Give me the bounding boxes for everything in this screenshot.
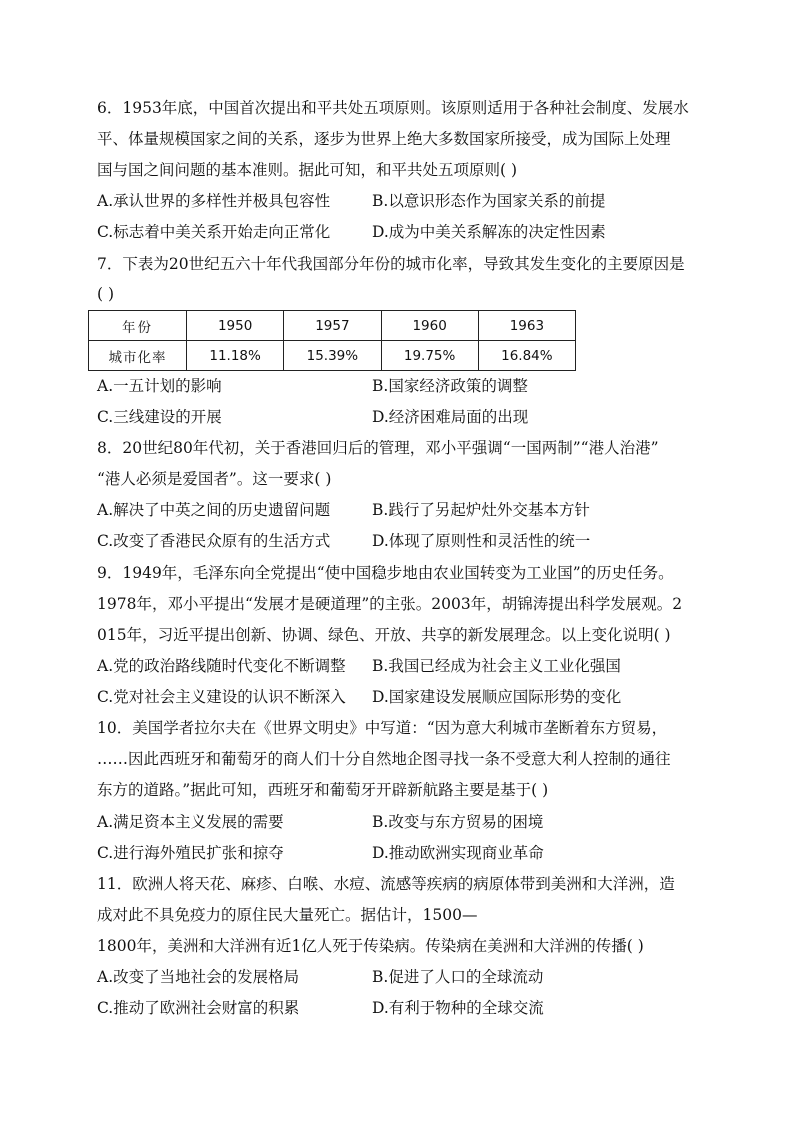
question-11-stem-line-3: 1800年，美洲和大洋洲有近1亿人死于传染病。传染病在美洲和大洋洲的传播( ) <box>97 937 644 955</box>
question-10-stem-line-3: 东方的道路。”据此可知，西班牙和葡萄牙开辟新航路主要是基于( ) <box>97 781 549 799</box>
question-7-stem-line-1: 7．下表为20世纪五六十年代我国部分年份的城市化率，导致其发生变化的主要原因是 <box>97 255 685 273</box>
question-11-stem-line-1: 11．欧洲人将天花、麻疹、白喉、水痘、流感等疾病的病原体带到美洲和大洋洲，造 <box>97 875 675 893</box>
question-7-option-b: B.国家经济政策的调整 <box>372 377 528 395</box>
table-cell-rate: 11.18% <box>187 341 284 371</box>
question-6-option-b: B.以意识形态作为国家关系的前提 <box>372 192 606 210</box>
table-cell-year: 1950 <box>187 311 284 341</box>
table-header-year-label: 年份 <box>89 311 187 341</box>
question-6-stem-line-1: 6．1953年底，中国首次提出和平共处五项原则。该原则适用于各种社会制度、发展水 <box>97 99 689 117</box>
question-8-option-a: A.解决了中英之间的历史遗留问题 <box>97 501 331 519</box>
question-8-stem-line-2: “港人必须是爱国者”。这一要求( ) <box>97 470 332 488</box>
question-7-option-c: C.三线建设的开展 <box>97 408 222 426</box>
table-cell-rate: 19.75% <box>381 341 478 371</box>
question-10-option-a: A.满足资本主义发展的需要 <box>97 813 284 831</box>
question-8-option-b: B.践行了另起炉灶外交基本方针 <box>372 501 590 519</box>
table-cell-rate: 16.84% <box>478 341 575 371</box>
table-header-rate-label: 城市化率 <box>89 341 187 371</box>
question-8-option-c: C.改变了香港民众原有的生活方式 <box>97 532 331 550</box>
question-9-option-a: A.党的政治路线随时代变化不断调整 <box>97 657 346 675</box>
table-row-rates <box>89 341 576 371</box>
urbanization-table <box>88 310 576 371</box>
question-9-stem-line-2: 1978年，邓小平提出“发展才是硬道理”的主张。2003年，胡锦涛提出科学发展观。2 <box>97 595 683 613</box>
question-6-option-a: A.承认世界的多样性并极具包容性 <box>97 192 331 210</box>
question-6-option-c: C.标志着中美关系开始走向正常化 <box>97 223 331 241</box>
table-cell-year: 1960 <box>381 311 478 341</box>
question-6-stem-line-3: 国与国之间问题的基本准则。据此可知，和平共处五项原则( ) <box>97 161 518 179</box>
question-10-option-c: C.进行海外殖民扩张和掠夺 <box>97 844 284 862</box>
table-cell-year: 1957 <box>284 311 381 341</box>
table-cell-rate: 15.39% <box>284 341 381 371</box>
question-8-option-d: D.体现了原则性和灵活性的统一 <box>372 532 591 550</box>
question-11-option-d: D.有利于物种的全球交流 <box>372 999 544 1017</box>
question-6-option-d: D.成为中美关系解冻的决定性因素 <box>372 223 606 241</box>
question-9-stem-line-3: 015年，习近平提出创新、协调、绿色、开放、共享的新发展理念。以上变化说明( ) <box>97 626 671 644</box>
question-11-option-b: B.促进了人口的全球流动 <box>372 968 544 986</box>
question-6-stem-line-2: 平、体量规模国家之间的关系，逐步为世界上绝大多数国家所接受，成为国际上处理 <box>97 130 671 148</box>
question-9-option-d: D.国家建设发展顺应国际形势的变化 <box>372 688 622 706</box>
question-10-option-d: D.推动欧洲实现商业革命 <box>372 844 544 862</box>
question-7-stem-line-2: ( ) <box>97 285 115 303</box>
question-10-stem-line-2: ……因此西班牙和葡萄牙的商人们十分自然地企图寻找一条不受意大利人控制的通往 <box>97 750 671 768</box>
question-10-stem-line-1: 10．美国学者拉尔夫在《世界文明史》中写道：“因为意大利城市垄断着东方贸易， <box>97 719 668 737</box>
question-7-option-d: D.经济困难局面的出现 <box>372 408 529 426</box>
question-8-stem-line-1: 8．20世纪80年代初，关于香港回归后的管理，邓小平强调“一国两制”“港人治港” <box>97 439 659 457</box>
question-11-stem-line-2: 成对此不具免疫力的原住民大量死亡。据估计，1500— <box>97 906 478 924</box>
table-cell-year: 1963 <box>478 311 575 341</box>
question-11-option-c: C.推动了欧洲社会财富的积累 <box>97 999 300 1017</box>
question-11-option-a: A.改变了当地社会的发展格局 <box>97 968 300 986</box>
question-9-stem-line-1: 9．1949年，毛泽东向全党提出“使中国稳步地由农业国转变为工业国”的历史任务。 <box>97 564 674 582</box>
question-10-option-b: B.改变与东方贸易的困境 <box>372 813 544 831</box>
question-7-option-a: A.一五计划的影响 <box>97 377 222 395</box>
question-9-option-c: C.党对社会主义建设的认识不断深入 <box>97 688 346 706</box>
table-row-years <box>89 311 576 341</box>
question-9-option-b: B.我国已经成为社会主义工业化强国 <box>372 657 621 675</box>
